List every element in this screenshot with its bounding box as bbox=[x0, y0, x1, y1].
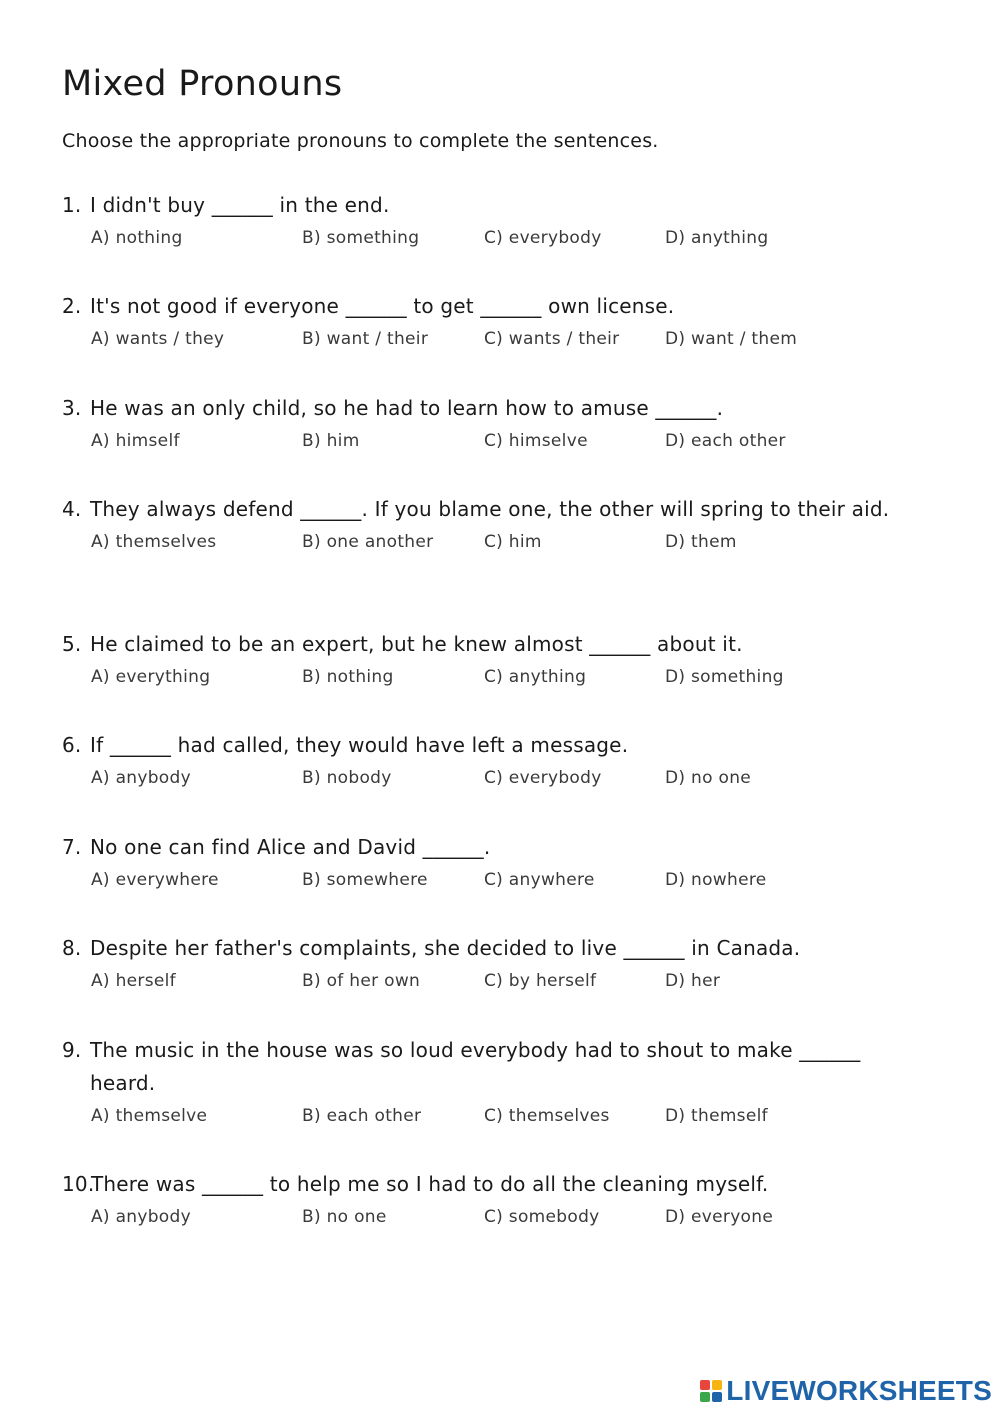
question-7 bbox=[62, 831, 922, 890]
option-a[interactable]: A) himself bbox=[91, 431, 180, 451]
option-c[interactable]: C) everybody bbox=[484, 768, 602, 788]
option-d[interactable]: D) them bbox=[665, 532, 737, 552]
question-2 bbox=[62, 290, 922, 349]
option-c[interactable]: C) somebody bbox=[484, 1207, 600, 1227]
option-b[interactable]: B) him bbox=[302, 431, 360, 451]
option-b[interactable]: B) one another bbox=[302, 532, 434, 552]
question-5 bbox=[62, 628, 922, 687]
option-c[interactable]: C) everybody bbox=[484, 228, 602, 248]
answer-options bbox=[91, 971, 922, 991]
question-text: There was ______ to help me so I had to do all the cleaning myself. bbox=[91, 1172, 769, 1196]
option-c[interactable]: C) anywhere bbox=[484, 870, 595, 890]
question-number: 3. bbox=[62, 396, 82, 420]
option-a[interactable]: A) themselves bbox=[91, 532, 217, 552]
answer-options bbox=[91, 870, 922, 890]
question-text: They always defend ______. If you blame one, the other will spring to their aid. bbox=[90, 497, 890, 521]
option-c[interactable]: C) anything bbox=[484, 667, 587, 687]
option-b[interactable]: B) somewhere bbox=[302, 870, 428, 890]
answer-options bbox=[91, 228, 922, 248]
question-number: 6. bbox=[62, 733, 82, 757]
option-a[interactable]: A) everything bbox=[91, 667, 211, 687]
answer-options bbox=[91, 768, 922, 788]
question-10 bbox=[62, 1168, 922, 1227]
answer-options bbox=[91, 1207, 922, 1227]
logo-square-red bbox=[700, 1380, 710, 1390]
option-d[interactable]: D) something bbox=[665, 667, 784, 687]
question-1 bbox=[62, 189, 922, 248]
question-number: 1. bbox=[62, 193, 82, 217]
question-3 bbox=[62, 392, 922, 451]
option-c[interactable]: C) wants / their bbox=[484, 329, 620, 349]
option-a[interactable]: A) anybody bbox=[91, 768, 191, 788]
option-d[interactable]: D) anything bbox=[665, 228, 769, 248]
question-text: No one can find Alice and David ______. bbox=[90, 835, 491, 859]
question-9 bbox=[62, 1034, 922, 1126]
question-number: 2. bbox=[62, 294, 82, 318]
answer-options bbox=[91, 532, 922, 552]
page-title: Mixed Pronouns bbox=[62, 64, 343, 104]
question-number: 10. bbox=[62, 1172, 95, 1196]
question-number: 5. bbox=[62, 632, 82, 656]
question-number: 9. bbox=[62, 1038, 82, 1062]
option-b[interactable]: B) nobody bbox=[302, 768, 392, 788]
logo-square-yellow bbox=[712, 1380, 722, 1390]
question-number: 8. bbox=[62, 936, 82, 960]
option-d[interactable]: D) each other bbox=[665, 431, 786, 451]
option-d[interactable]: D) no one bbox=[665, 768, 752, 788]
answer-options bbox=[91, 431, 922, 451]
answer-options bbox=[91, 329, 922, 349]
option-c[interactable]: C) himselve bbox=[484, 431, 588, 451]
option-d[interactable]: D) her bbox=[665, 971, 721, 991]
instructions: Choose the appropriate pronouns to complete the sentences. bbox=[62, 130, 659, 152]
option-c[interactable]: C) themselves bbox=[484, 1106, 610, 1126]
question-6 bbox=[62, 729, 922, 788]
option-b[interactable]: B) nothing bbox=[302, 667, 394, 687]
option-c[interactable]: C) by herself bbox=[484, 971, 597, 991]
option-d[interactable]: D) want / them bbox=[665, 329, 798, 349]
option-a[interactable]: A) anybody bbox=[91, 1207, 191, 1227]
option-b[interactable]: B) want / their bbox=[302, 329, 429, 349]
option-b[interactable]: B) no one bbox=[302, 1207, 387, 1227]
option-a[interactable]: A) wants / they bbox=[91, 329, 225, 349]
option-d[interactable]: D) everyone bbox=[665, 1207, 774, 1227]
option-b[interactable]: B) each other bbox=[302, 1106, 422, 1126]
question-text: I didn't buy ______ in the end. bbox=[90, 193, 390, 217]
option-a[interactable]: A) everywhere bbox=[91, 870, 219, 890]
answer-options bbox=[91, 667, 922, 687]
question-text: It's not good if everyone ______ to get ______ own license. bbox=[90, 294, 675, 318]
question-text: If ______ had called, they would have left a message. bbox=[90, 733, 629, 757]
option-d[interactable]: D) themself bbox=[665, 1106, 768, 1126]
question-text: He claimed to be an expert, but he knew almost ______ about it. bbox=[90, 632, 743, 656]
question-8 bbox=[62, 932, 922, 991]
option-b[interactable]: B) of her own bbox=[302, 971, 421, 991]
question-4 bbox=[62, 493, 922, 552]
option-d[interactable]: D) nowhere bbox=[665, 870, 767, 890]
question-text: The music in the house was so loud everybody had to shout to make ______ heard. bbox=[90, 1038, 861, 1095]
brand-name: LIVEWORKSHEETS bbox=[726, 1375, 992, 1406]
liveworksheets-logo-icon bbox=[700, 1380, 722, 1402]
logo-square-green bbox=[700, 1392, 710, 1402]
option-c[interactable]: C) him bbox=[484, 532, 542, 552]
liveworksheets-branding bbox=[700, 1375, 992, 1407]
option-a[interactable]: A) herself bbox=[91, 971, 176, 991]
question-number: 4. bbox=[62, 497, 82, 521]
option-a[interactable]: A) nothing bbox=[91, 228, 183, 248]
option-b[interactable]: B) something bbox=[302, 228, 420, 248]
option-a[interactable]: A) themselve bbox=[91, 1106, 208, 1126]
question-text: Despite her father's complaints, she decided to live ______ in Canada. bbox=[90, 936, 801, 960]
question-number: 7. bbox=[62, 835, 82, 859]
logo-square-blue bbox=[712, 1392, 722, 1402]
answer-options bbox=[91, 1106, 922, 1126]
question-text: He was an only child, so he had to learn how to amuse ______. bbox=[90, 396, 724, 420]
